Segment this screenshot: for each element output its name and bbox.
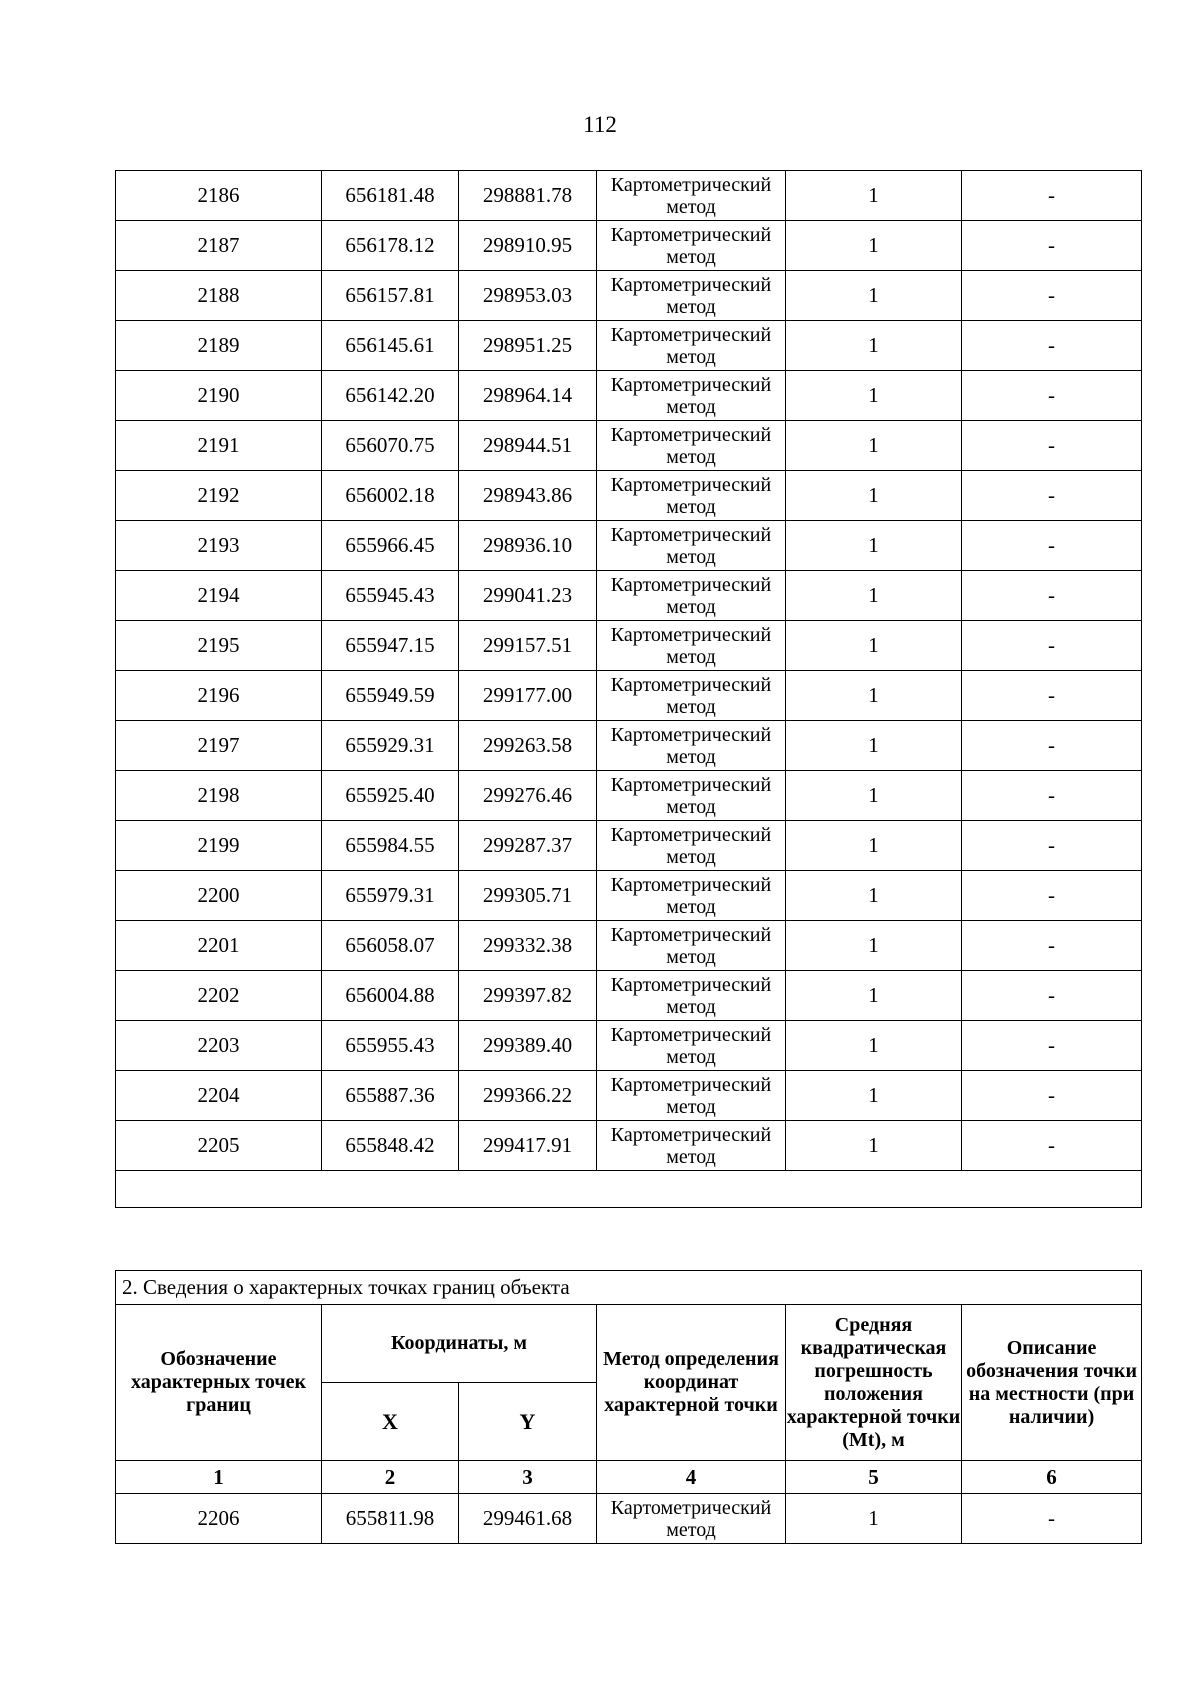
- point-id: 2192: [116, 471, 322, 521]
- point-description: -: [962, 671, 1142, 721]
- table-row: [116, 821, 1142, 871]
- header-y: Y: [459, 1383, 597, 1461]
- header-x: X: [322, 1383, 459, 1461]
- coord-x: 655966.45: [322, 521, 459, 571]
- table-row: [116, 221, 1142, 271]
- coord-y: 298953.03: [459, 271, 597, 321]
- method-text: метод: [666, 595, 716, 618]
- coord-y: 299332.38: [459, 921, 597, 971]
- coord-y: 298936.10: [459, 521, 597, 571]
- point-id: 2188: [116, 271, 322, 321]
- method-cell: [597, 471, 786, 521]
- error-mt: 1: [786, 1071, 962, 1121]
- error-mt: 1: [786, 371, 962, 421]
- point-description: -: [962, 321, 1142, 371]
- coord-x: 655887.36: [322, 1071, 459, 1121]
- method-cell: [597, 1494, 786, 1544]
- point-id: 2195: [116, 621, 322, 671]
- header-description: Описание обозначения точки на местности (при наличии): [962, 1305, 1142, 1461]
- point-description: -: [962, 521, 1142, 571]
- method-text: Картометрический: [610, 823, 772, 846]
- point-id: 2189: [116, 321, 322, 371]
- coord-x: 655979.31: [322, 871, 459, 921]
- error-mt: 1: [786, 321, 962, 371]
- coord-x: 656004.88: [322, 971, 459, 1021]
- method-text: Картометрический: [610, 1123, 772, 1146]
- point-description: -: [962, 871, 1142, 921]
- error-mt: 1: [786, 771, 962, 821]
- point-description: -: [962, 771, 1142, 821]
- method-text: метод: [666, 1095, 716, 1118]
- point-description: -: [962, 971, 1142, 1021]
- point-description: -: [962, 171, 1142, 221]
- method-text: метод: [666, 645, 716, 668]
- point-id: 2204: [116, 1071, 322, 1121]
- coord-y: 299177.00: [459, 671, 597, 721]
- method-text: метод: [666, 1045, 716, 1068]
- method-text: Картометрический: [610, 1073, 772, 1096]
- method-text: Картометрический: [610, 723, 772, 746]
- table-row: [116, 621, 1142, 671]
- method-text: метод: [666, 1145, 716, 1168]
- method-cell: [597, 1021, 786, 1071]
- point-id: 2186: [116, 171, 322, 221]
- point-description: -: [962, 421, 1142, 471]
- method-cell: [597, 371, 786, 421]
- point-id: 2193: [116, 521, 322, 571]
- table-row: [116, 521, 1142, 571]
- point-id: 2194: [116, 571, 322, 621]
- coord-x: 656157.81: [322, 271, 459, 321]
- method-text: метод: [666, 545, 716, 568]
- point-id: 2203: [116, 1021, 322, 1071]
- table-caption: 2. Сведения о характерных точках границ объекта: [116, 1271, 1142, 1305]
- coord-x: 656070.75: [322, 421, 459, 471]
- coord-x: 656058.07: [322, 921, 459, 971]
- error-mt: 1: [786, 521, 962, 571]
- method-text: Картометрический: [610, 923, 772, 946]
- method-text: метод: [666, 795, 716, 818]
- coord-y: 299305.71: [459, 871, 597, 921]
- coord-x: 655947.15: [322, 621, 459, 671]
- method-text: Картометрический: [610, 173, 772, 196]
- method-cell: [597, 721, 786, 771]
- table-row: [116, 721, 1142, 771]
- method-cell: [597, 1121, 786, 1171]
- point-description: -: [962, 471, 1142, 521]
- column-number: 4: [597, 1461, 786, 1494]
- method-text: метод: [666, 895, 716, 918]
- coord-y: 298951.25: [459, 321, 597, 371]
- coord-y: 299276.46: [459, 771, 597, 821]
- method-cell: [597, 671, 786, 721]
- point-description: -: [962, 721, 1142, 771]
- method-cell: [597, 1071, 786, 1121]
- method-cell: [597, 871, 786, 921]
- method-text: Картометрический: [610, 473, 772, 496]
- table-row: [116, 371, 1142, 421]
- empty-row: [116, 1171, 1142, 1208]
- point-id: 2200: [116, 871, 322, 921]
- error-mt: 1: [786, 921, 962, 971]
- error-mt: 1: [786, 721, 962, 771]
- method-cell: [597, 171, 786, 221]
- method-text: Картометрический: [610, 1496, 772, 1519]
- method-text: метод: [666, 945, 716, 968]
- table-row: [116, 871, 1142, 921]
- method-text: метод: [666, 395, 716, 418]
- method-cell: [597, 771, 786, 821]
- method-text: метод: [666, 295, 716, 318]
- method-text: метод: [666, 445, 716, 468]
- point-description: -: [962, 1494, 1142, 1544]
- coord-y: 299263.58: [459, 721, 597, 771]
- method-text: Картометрический: [610, 773, 772, 796]
- point-description: -: [962, 271, 1142, 321]
- point-id: 2202: [116, 971, 322, 1021]
- table-row: [116, 1494, 1142, 1544]
- point-description: -: [962, 1071, 1142, 1121]
- header-designation: Обозначение характерных точек границ: [116, 1305, 322, 1461]
- error-mt: 1: [786, 621, 962, 671]
- method-text: Картометрический: [610, 423, 772, 446]
- error-mt: 1: [786, 171, 962, 221]
- coord-y: 298910.95: [459, 221, 597, 271]
- table-row: [116, 1071, 1142, 1121]
- error-mt: 1: [786, 271, 962, 321]
- column-number: 5: [786, 1461, 962, 1494]
- coord-y: 299397.82: [459, 971, 597, 1021]
- method-text: Картометрический: [610, 323, 772, 346]
- page-number: 112: [583, 112, 617, 137]
- method-cell: [597, 571, 786, 621]
- method-cell: [597, 821, 786, 871]
- coord-y: 298943.86: [459, 471, 597, 521]
- table-row: [116, 921, 1142, 971]
- error-mt: 1: [786, 421, 962, 471]
- coordinates-table-body: [116, 171, 1142, 1208]
- method-text: Картометрический: [610, 873, 772, 896]
- coord-y: 298944.51: [459, 421, 597, 471]
- coord-y: 299389.40: [459, 1021, 597, 1071]
- method-text: Картометрический: [610, 973, 772, 996]
- point-description: -: [962, 221, 1142, 271]
- method-cell: [597, 921, 786, 971]
- table-row: [116, 171, 1142, 221]
- error-mt: 1: [786, 821, 962, 871]
- point-id: 2187: [116, 221, 322, 271]
- method-text: метод: [666, 1518, 716, 1541]
- method-text: метод: [666, 495, 716, 518]
- coord-y: 299157.51: [459, 621, 597, 671]
- table-row: [116, 271, 1142, 321]
- method-text: метод: [666, 195, 716, 218]
- column-number: 2: [322, 1461, 459, 1494]
- method-cell: [597, 421, 786, 471]
- coord-x: 656178.12: [322, 221, 459, 271]
- coord-x: 656145.61: [322, 321, 459, 371]
- empty-cell: [116, 1171, 1142, 1208]
- header-coordinates: Координаты, м: [322, 1305, 597, 1383]
- point-description: -: [962, 1021, 1142, 1071]
- point-description: -: [962, 571, 1142, 621]
- method-text: Картометрический: [610, 573, 772, 596]
- coord-x: 655925.40: [322, 771, 459, 821]
- error-mt: 1: [786, 1021, 962, 1071]
- column-number: 3: [459, 1461, 597, 1494]
- method-text: метод: [666, 745, 716, 768]
- table-row: [116, 671, 1142, 721]
- method-text: Картометрический: [610, 373, 772, 396]
- coord-y: 299287.37: [459, 821, 597, 871]
- point-description: -: [962, 371, 1142, 421]
- column-number: 6: [962, 1461, 1142, 1494]
- table-row: [116, 771, 1142, 821]
- coord-x: 655811.98: [322, 1494, 459, 1544]
- error-mt: 1: [786, 1121, 962, 1171]
- method-text: метод: [666, 695, 716, 718]
- method-text: метод: [666, 245, 716, 268]
- method-cell: [597, 521, 786, 571]
- error-mt: 1: [786, 471, 962, 521]
- coord-x: 655929.31: [322, 721, 459, 771]
- coord-y: 299041.23: [459, 571, 597, 621]
- table-row: [116, 421, 1142, 471]
- point-id: 2205: [116, 1121, 322, 1171]
- point-description: -: [962, 1121, 1142, 1171]
- error-mt: 1: [786, 1494, 962, 1544]
- coord-x: 656181.48: [322, 171, 459, 221]
- error-mt: 1: [786, 871, 962, 921]
- table-row: [116, 1021, 1142, 1071]
- coord-x: 656002.18: [322, 471, 459, 521]
- coord-y: 298964.14: [459, 371, 597, 421]
- coord-x: 655949.59: [322, 671, 459, 721]
- point-id: 2201: [116, 921, 322, 971]
- header-error: Средняя квадратическая погрешность положения характерной точки (Mt), м: [786, 1305, 962, 1461]
- error-mt: 1: [786, 221, 962, 271]
- error-mt: 1: [786, 971, 962, 1021]
- point-id: 2191: [116, 421, 322, 471]
- point-id: 2198: [116, 771, 322, 821]
- method-cell: [597, 221, 786, 271]
- coord-y: 298881.78: [459, 171, 597, 221]
- error-mt: 1: [786, 571, 962, 621]
- method-text: Картометрический: [610, 223, 772, 246]
- method-cell: [597, 621, 786, 671]
- point-description: -: [962, 821, 1142, 871]
- table-row: [116, 321, 1142, 371]
- column-number: 1: [116, 1461, 322, 1494]
- point-id: 2196: [116, 671, 322, 721]
- method-text: Картометрический: [610, 523, 772, 546]
- coord-y: 299366.22: [459, 1071, 597, 1121]
- header-method: Метод определения координат характерной точки: [597, 1305, 786, 1461]
- point-id: 2190: [116, 371, 322, 421]
- point-id: 2199: [116, 821, 322, 871]
- coord-x: 656142.20: [322, 371, 459, 421]
- point-description: -: [962, 921, 1142, 971]
- table-row: [116, 571, 1142, 621]
- method-text: метод: [666, 995, 716, 1018]
- method-cell: [597, 271, 786, 321]
- point-id: 2197: [116, 721, 322, 771]
- coord-y: 299461.68: [459, 1494, 597, 1544]
- coord-x: 655945.43: [322, 571, 459, 621]
- coord-x: 655984.55: [322, 821, 459, 871]
- method-text: Картометрический: [610, 623, 772, 646]
- coord-x: 655848.42: [322, 1121, 459, 1171]
- point-id: 2206: [116, 1494, 322, 1544]
- table-row: [116, 971, 1142, 1021]
- coord-y: 299417.91: [459, 1121, 597, 1171]
- method-cell: [597, 971, 786, 1021]
- method-cell: [597, 321, 786, 371]
- method-text: Картометрический: [610, 673, 772, 696]
- error-mt: 1: [786, 671, 962, 721]
- method-text: Картометрический: [610, 273, 772, 296]
- table-row: [116, 1121, 1142, 1171]
- method-text: Картометрический: [610, 1023, 772, 1046]
- coord-x: 655955.43: [322, 1021, 459, 1071]
- method-text: метод: [666, 845, 716, 868]
- boundary-points-table: [115, 1270, 1142, 1544]
- coordinates-table-continued: [115, 170, 1142, 1208]
- point-description: -: [962, 621, 1142, 671]
- method-text: метод: [666, 345, 716, 368]
- table-row: [116, 471, 1142, 521]
